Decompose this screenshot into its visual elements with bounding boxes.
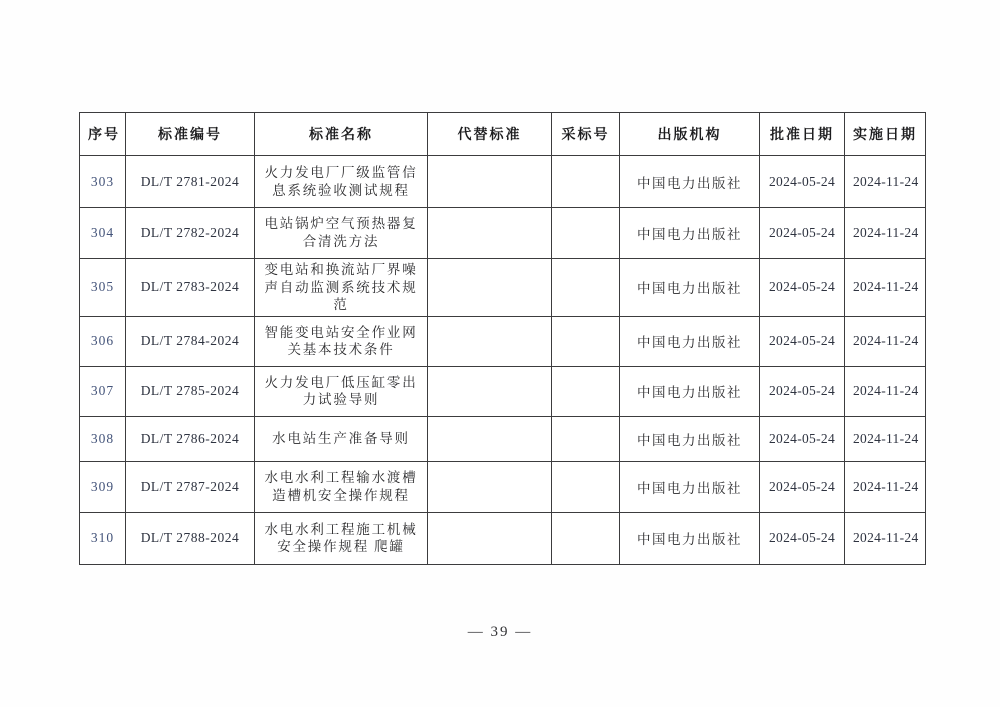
table-row: [80, 512, 926, 564]
cell-name: 火力发电厂低压缸零出力试验导则: [255, 366, 428, 416]
cell-approval-date: 2024-05-24: [760, 512, 845, 564]
cell-approval-date: 2024-05-24: [760, 156, 845, 208]
cell-replaced: [428, 512, 552, 564]
cell-implementation-date: 2024-11-24: [845, 366, 926, 416]
cell-name: 水电站生产准备导则: [255, 416, 428, 461]
header-approval-date: 批准日期: [760, 113, 845, 156]
cell-publisher: 中国电力出版社: [620, 416, 760, 461]
cell-implementation-date: 2024-11-24: [845, 512, 926, 564]
cell-replaced: [428, 366, 552, 416]
cell-replaced: [428, 259, 552, 317]
cell-approval-date: 2024-05-24: [760, 366, 845, 416]
cell-name: 火力发电厂厂级监管信息系统验收测试规程: [255, 156, 428, 208]
table-row: [80, 156, 926, 208]
cell-publisher: 中国电力出版社: [620, 512, 760, 564]
standards-table: [79, 112, 926, 565]
cell-code: DL/T 2783-2024: [126, 259, 255, 317]
cell-implementation-date: 2024-11-24: [845, 316, 926, 366]
cell-code: DL/T 2788-2024: [126, 512, 255, 564]
cell-publisher: 中国电力出版社: [620, 156, 760, 208]
header-publisher: 出版机构: [620, 113, 760, 156]
cell-implementation-date: 2024-11-24: [845, 156, 926, 208]
cell-seq: 304: [80, 208, 126, 259]
header-name: 标准名称: [255, 113, 428, 156]
cell-adopted: [552, 316, 620, 366]
cell-adopted: [552, 156, 620, 208]
cell-implementation-date: 2024-11-24: [845, 208, 926, 259]
cell-code: DL/T 2786-2024: [126, 416, 255, 461]
table-row: [80, 208, 926, 259]
cell-publisher: 中国电力出版社: [620, 316, 760, 366]
table-row: [80, 259, 926, 317]
cell-seq: 305: [80, 259, 126, 317]
cell-publisher: 中国电力出版社: [620, 366, 760, 416]
cell-publisher: 中国电力出版社: [620, 461, 760, 512]
header-code: 标准编号: [126, 113, 255, 156]
cell-implementation-date: 2024-11-24: [845, 259, 926, 317]
cell-seq: 306: [80, 316, 126, 366]
cell-adopted: [552, 259, 620, 317]
cell-seq: 308: [80, 416, 126, 461]
cell-code: DL/T 2782-2024: [126, 208, 255, 259]
cell-name: 智能变电站安全作业网关基本技术条件: [255, 316, 428, 366]
cell-code: DL/T 2784-2024: [126, 316, 255, 366]
header-adopted: 采标号: [552, 113, 620, 156]
table-row: [80, 316, 926, 366]
cell-code: DL/T 2781-2024: [126, 156, 255, 208]
page-number: — 39 —: [467, 624, 533, 640]
cell-approval-date: 2024-05-24: [760, 316, 845, 366]
cell-publisher: 中国电力出版社: [620, 208, 760, 259]
header-seq: 序号: [80, 113, 126, 156]
table-row: [80, 416, 926, 461]
cell-name: 电站锅炉空气预热器复合清洗方法: [255, 208, 428, 259]
cell-name: 变电站和换流站厂界噪声自动监测系统技术规范: [255, 259, 428, 317]
cell-replaced: [428, 316, 552, 366]
cell-seq: 307: [80, 366, 126, 416]
cell-replaced: [428, 156, 552, 208]
cell-replaced: [428, 416, 552, 461]
cell-replaced: [428, 461, 552, 512]
cell-adopted: [552, 208, 620, 259]
cell-adopted: [552, 366, 620, 416]
cell-code: DL/T 2787-2024: [126, 461, 255, 512]
cell-adopted: [552, 461, 620, 512]
cell-seq: 303: [80, 156, 126, 208]
cell-seq: 309: [80, 461, 126, 512]
cell-code: DL/T 2785-2024: [126, 366, 255, 416]
cell-seq: 310: [80, 512, 126, 564]
cell-replaced: [428, 208, 552, 259]
header-replaced: 代替标准: [428, 113, 552, 156]
cell-approval-date: 2024-05-24: [760, 208, 845, 259]
table-row: [80, 461, 926, 512]
table-row: [80, 366, 926, 416]
cell-name: 水电水利工程施工机械安全操作规程 爬罐: [255, 512, 428, 564]
table-header-row: [80, 113, 926, 156]
header-implementation-date: 实施日期: [845, 113, 926, 156]
cell-approval-date: 2024-05-24: [760, 461, 845, 512]
cell-adopted: [552, 512, 620, 564]
cell-implementation-date: 2024-11-24: [845, 461, 926, 512]
cell-name: 水电水利工程输水渡槽造槽机安全操作规程: [255, 461, 428, 512]
cell-approval-date: 2024-05-24: [760, 259, 845, 317]
cell-publisher: 中国电力出版社: [620, 259, 760, 317]
cell-approval-date: 2024-05-24: [760, 416, 845, 461]
cell-implementation-date: 2024-11-24: [845, 416, 926, 461]
cell-adopted: [552, 416, 620, 461]
